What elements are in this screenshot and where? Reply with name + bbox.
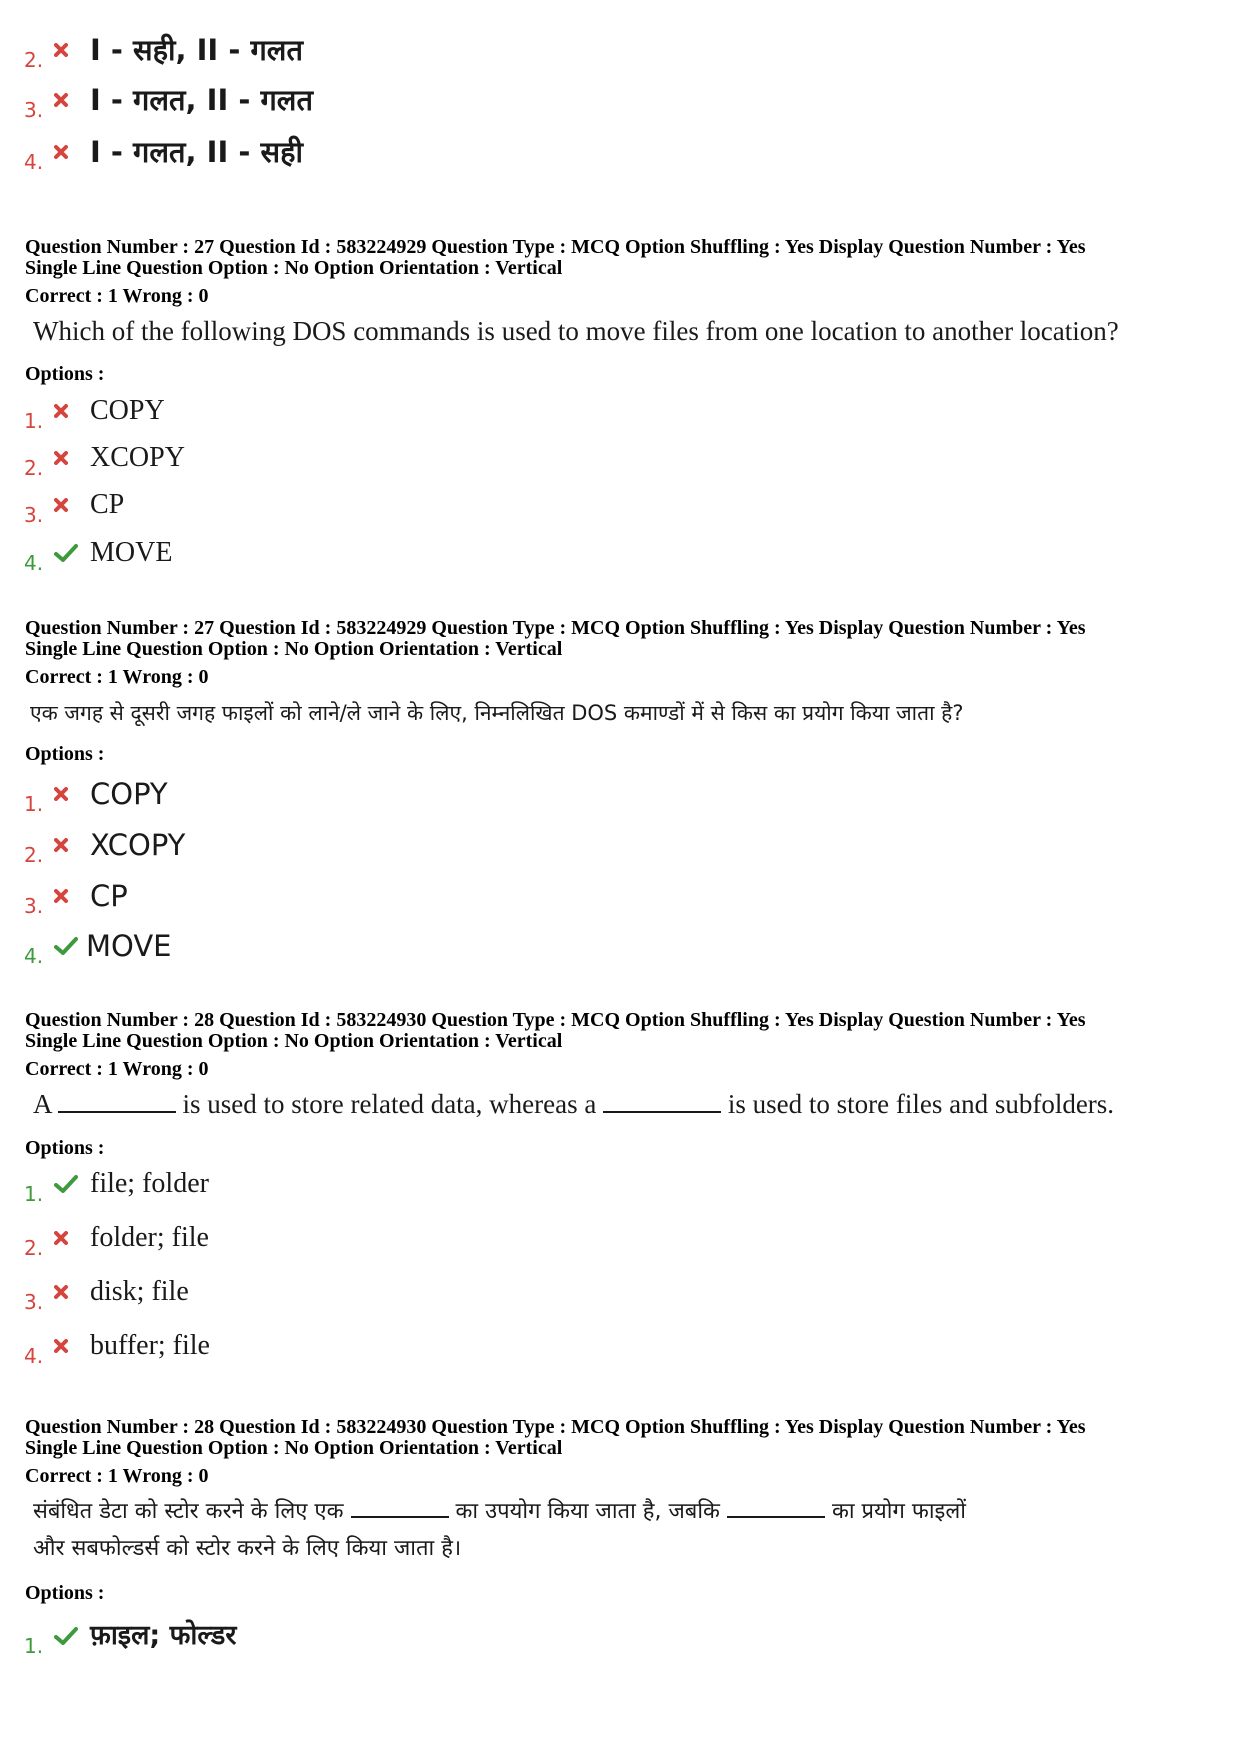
cross-icon [54, 434, 76, 482]
question-meta: Question Number : 28 Question Id : 583224930 Question Type : MCQ Option Shuffling : Yes Display Question Number : Yes [25, 1416, 1086, 1438]
option-row [24, 128, 1174, 176]
option-number: 3. [24, 1290, 44, 1314]
blank-line [351, 1494, 449, 1518]
cross-icon [54, 387, 76, 435]
option-row [24, 26, 1174, 74]
question-text [33, 1088, 1213, 1120]
options-label: Options : [25, 743, 105, 765]
option-number: 3. [24, 894, 44, 918]
options-label: Options : [25, 363, 105, 385]
cross-icon [54, 770, 76, 818]
question-text [33, 1494, 1213, 1530]
option-row-correct [24, 1612, 1174, 1660]
option-text: CP [90, 489, 125, 520]
question-meta: Single Line Question Option : No Option Orientation : Vertical [25, 1030, 563, 1052]
option-text: disk; file [90, 1276, 189, 1307]
question-fragment: is used to store related data, whereas a [182, 1089, 597, 1119]
check-icon [54, 1612, 76, 1660]
option-row-correct [24, 922, 1174, 970]
cross-icon [54, 128, 76, 176]
option-number: 4. [24, 150, 44, 174]
option-text: COPY [90, 777, 168, 811]
option-text: फ़ाइल; फोल्डर [90, 1620, 237, 1651]
question-text: Which of the following DOS commands is used to move files from one location to another location? [33, 316, 1119, 346]
option-number: 2. [24, 843, 44, 867]
question-meta: Question Number : 28 Question Id : 583224930 Question Type : MCQ Option Shuffling : Yes Display Question Number : Yes [25, 1009, 1086, 1031]
question-text-line2: और सबफोल्डर्स को स्टोर करने के लिए किया जाता है। [33, 1536, 462, 1561]
blank-line [727, 1494, 825, 1518]
option-text: COPY [90, 395, 165, 426]
option-number: 3. [24, 503, 44, 527]
option-row [24, 1322, 1174, 1370]
option-row [24, 76, 1174, 124]
cross-icon [54, 1322, 76, 1370]
question-meta: Single Line Question Option : No Option Orientation : Vertical [25, 638, 563, 660]
option-text: I - सही, II - गलत [90, 33, 303, 67]
score-info: Correct : 1 Wrong : 0 [25, 1058, 209, 1080]
cross-icon [54, 26, 76, 74]
option-text: MOVE [90, 537, 173, 568]
question-fragment: का प्रयोग फाइलों [831, 1499, 966, 1524]
option-row [24, 821, 1174, 869]
cross-icon [54, 821, 76, 869]
blank-line [603, 1089, 721, 1113]
option-row-correct [24, 1160, 1174, 1208]
cross-icon [54, 76, 76, 124]
option-text: I - गलत, II - सही [90, 135, 303, 169]
option-number: 3. [24, 98, 44, 122]
cross-icon [54, 1214, 76, 1262]
option-text: file; folder [90, 1168, 209, 1199]
option-number: 4. [24, 551, 44, 575]
question-fragment: का उपयोग किया जाता है, जबकि [455, 1499, 720, 1524]
option-text: CP [90, 879, 128, 913]
question-text: एक जगह से दूसरी जगह फाइलों को लाने/ले जाने के लिए, निम्नलिखित DOS कमाण्डों में से किस का प्रयोग किया जाता है? [30, 701, 964, 725]
option-text: I - गलत, II - गलत [90, 83, 313, 117]
question-meta: Single Line Question Option : No Option Orientation : Vertical [25, 257, 563, 279]
option-row [24, 1214, 1174, 1262]
option-number: 2. [24, 1236, 44, 1260]
option-number: 1. [24, 1182, 44, 1206]
option-number: 2. [24, 48, 44, 72]
option-text: XCOPY [90, 828, 186, 862]
option-number: 1. [24, 409, 44, 433]
option-number: 1. [24, 792, 44, 816]
option-row [24, 434, 1174, 482]
options-label: Options : [25, 1582, 105, 1604]
option-number: 4. [24, 1344, 44, 1368]
blank-line [58, 1089, 176, 1113]
question-meta: Question Number : 27 Question Id : 583224929 Question Type : MCQ Option Shuffling : Yes Display Question Number : Yes [25, 236, 1086, 258]
option-text: folder; file [90, 1222, 209, 1253]
option-row-correct [24, 529, 1174, 577]
question-meta: Single Line Question Option : No Option Orientation : Vertical [25, 1437, 563, 1459]
score-info: Correct : 1 Wrong : 0 [25, 285, 209, 307]
option-row [24, 481, 1174, 529]
option-text: buffer; file [90, 1330, 210, 1361]
cross-icon [54, 872, 76, 920]
cross-icon [54, 481, 76, 529]
question-meta: Question Number : 27 Question Id : 583224929 Question Type : MCQ Option Shuffling : Yes Display Question Number : Yes [25, 617, 1086, 639]
option-row [24, 1268, 1174, 1316]
check-icon [54, 922, 76, 970]
question-fragment: A [33, 1089, 52, 1119]
check-icon [54, 529, 76, 577]
check-icon [54, 1160, 76, 1208]
option-number: 1. [24, 1634, 44, 1658]
question-fragment: is used to store files and subfolders. [727, 1089, 1115, 1119]
score-info: Correct : 1 Wrong : 0 [25, 666, 209, 688]
options-label: Options : [25, 1137, 105, 1159]
option-row [24, 387, 1174, 435]
option-number: 2. [24, 456, 44, 480]
option-text: MOVE [86, 929, 172, 963]
option-row [24, 770, 1174, 818]
option-text: XCOPY [90, 442, 185, 473]
score-info: Correct : 1 Wrong : 0 [25, 1465, 209, 1487]
option-number: 4. [24, 944, 44, 968]
option-row [24, 872, 1174, 920]
question-fragment: संबंधित डेटा को स्टोर करने के लिए एक [33, 1499, 344, 1524]
cross-icon [54, 1268, 76, 1316]
